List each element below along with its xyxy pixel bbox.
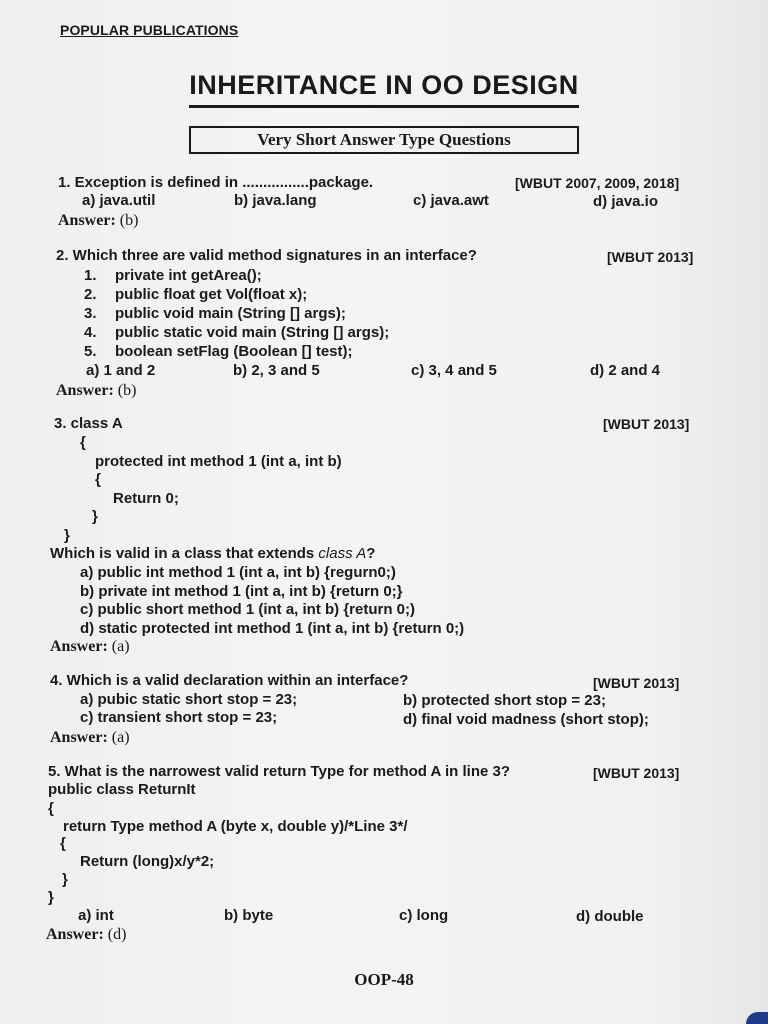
q4-option-b: b) protected short stop = 23; xyxy=(403,692,606,709)
q5-option-b: b) byte xyxy=(224,907,274,924)
publisher-name: POPULAR PUBLICATIONS xyxy=(60,22,239,38)
q5-code-line: } xyxy=(48,889,54,906)
chapter-title-text: INHERITANCE IN OO DESIGN xyxy=(189,70,579,108)
q1-ref: [WBUT 2007, 2009, 2018] xyxy=(515,175,680,191)
q2-item-num: 4. xyxy=(84,324,97,341)
q2-option-c: c) 3, 4 and 5 xyxy=(411,362,497,379)
q3-answer-value: (a) xyxy=(111,638,130,655)
q3-option-b: b) private int method 1 (int a, int b) {return 0;} xyxy=(80,583,403,600)
q2-item-num: 5. xyxy=(84,343,97,360)
q2-answer-value: (b) xyxy=(117,382,137,399)
q4-ref: [WBUT 2013] xyxy=(593,675,680,691)
q5-answer-label: Answer: xyxy=(46,926,104,943)
q5-code-line: { xyxy=(48,800,54,817)
q5-option-a: a) int xyxy=(78,907,114,924)
q1-answer-label: Answer: xyxy=(58,212,116,229)
q5-code-line: Return (long)x/y*2; xyxy=(80,853,215,870)
q3-option-d: d) static protected int method 1 (int a, int b) {return 0;) xyxy=(80,620,465,637)
q3-code-line: Return 0; xyxy=(113,490,179,507)
q5-answer xyxy=(46,926,126,944)
q3-question-prefix: Which is valid in a class that extends xyxy=(50,545,319,562)
q3-question xyxy=(50,545,375,562)
q3-code-line: { xyxy=(95,471,101,488)
q2-answer-label: Answer: xyxy=(56,382,114,399)
q2-item-text: private int getArea(); xyxy=(115,267,262,284)
q1-option-d: d) java.io xyxy=(593,193,659,210)
q3-answer xyxy=(50,638,130,656)
q2-text: 2. Which three are valid method signatures in an interface? xyxy=(56,247,477,264)
q5-text: 5. What is the narrowest valid return Type for method A in line 3? xyxy=(48,763,511,780)
q3-answer-label: Answer: xyxy=(50,638,108,655)
q1-option-a: a) java.util xyxy=(82,192,156,209)
q3-option-c: c) public short method 1 (int a, int b) {return 0;) xyxy=(80,601,416,618)
page-corner-decoration xyxy=(746,1012,768,1024)
q3-ref: [WBUT 2013] xyxy=(603,416,690,432)
q2-item-text: public static void main (String [] args); xyxy=(115,324,390,341)
q3-text: 3. class A xyxy=(54,415,123,432)
q4-option-c: c) transient short stop = 23; xyxy=(80,709,278,726)
q2-item-text: public float get Vol(float x); xyxy=(115,286,308,303)
q2-item-num: 3. xyxy=(84,305,97,322)
q2-option-d: d) 2 and 4 xyxy=(590,362,661,379)
q4-answer-value: (a) xyxy=(111,729,130,746)
q2-option-a: a) 1 and 2 xyxy=(86,362,156,379)
q2-option-b: b) 2, 3 and 5 xyxy=(233,362,320,379)
q3-question-italic: class A xyxy=(318,545,367,562)
chapter-title xyxy=(0,70,768,108)
q5-option-d: d) double xyxy=(576,908,644,925)
q5-option-c: c) long xyxy=(399,907,449,924)
q3-code-line: } xyxy=(92,508,98,525)
q5-code-line: public class ReturnIt xyxy=(48,781,196,798)
q3-code-line: { xyxy=(80,434,86,451)
q2-item-num: 2. xyxy=(84,286,97,303)
q1-option-b: b) java.lang xyxy=(234,192,317,209)
q3-option-a: a) public int method 1 (int a, int b) {regurn0;) xyxy=(80,564,396,581)
q4-option-a: a) pubic static short stop = 23; xyxy=(80,691,298,708)
q2-item-num: 1. xyxy=(84,267,97,284)
q1-option-c: c) java.awt xyxy=(413,192,489,209)
q5-code-line: } xyxy=(62,871,68,888)
q5-code-line: return Type method A (byte x, double y)/*Line 3*/ xyxy=(63,818,408,835)
q1-text: 1. Exception is defined in ................package. xyxy=(58,174,374,191)
q5-ref: [WBUT 2013] xyxy=(593,765,680,781)
q4-answer xyxy=(50,729,130,747)
q2-item-text: boolean setFlag (Boolean [] test); xyxy=(115,343,353,360)
q2-answer xyxy=(56,382,136,400)
q2-item-text: public void main (String [] args); xyxy=(115,305,346,322)
q3-code-line: } xyxy=(64,527,70,544)
page-number: OOP-48 xyxy=(354,970,414,989)
q1-answer-value: (b) xyxy=(119,212,139,229)
q5-code-line: { xyxy=(60,835,66,852)
q5-answer-value: (d) xyxy=(107,926,127,943)
q2-ref: [WBUT 2013] xyxy=(607,249,694,265)
q1-answer xyxy=(58,212,138,230)
q3-question-suffix: ? xyxy=(366,545,376,562)
q4-option-d: d) final void madness (short stop); xyxy=(403,711,649,728)
q4-answer-label: Answer: xyxy=(50,729,108,746)
q3-code-line: protected int method 1 (int a, int b) xyxy=(95,453,342,470)
q4-text: 4. Which is a valid declaration within an interface? xyxy=(50,672,409,689)
section-title: Very Short Answer Type Questions xyxy=(189,126,579,154)
